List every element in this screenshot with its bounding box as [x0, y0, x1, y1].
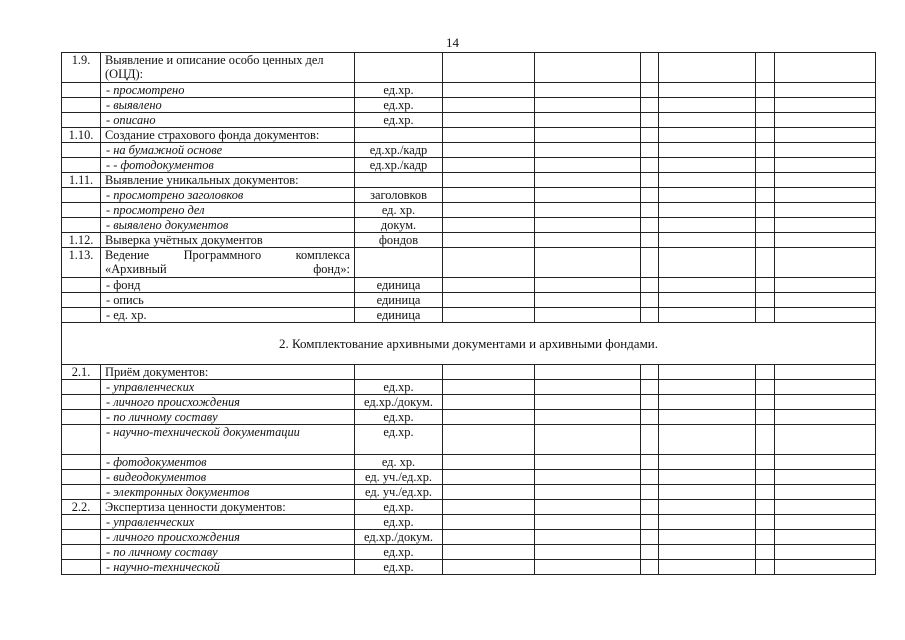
value-cell: [659, 530, 756, 545]
value-cell: [535, 308, 641, 323]
table-row: [62, 203, 876, 218]
row-description: - выявлено: [101, 98, 355, 113]
row-number: [62, 485, 101, 500]
row-number: [62, 143, 101, 158]
value-cell: [659, 470, 756, 485]
value-cell: [775, 218, 876, 233]
value-cell: [659, 365, 756, 380]
value-cell: [535, 455, 641, 470]
value-cell: [659, 455, 756, 470]
value-cell: [535, 560, 641, 575]
value-cell: [443, 380, 535, 395]
row-number: [62, 188, 101, 203]
row-description: - просмотрено дел: [101, 203, 355, 218]
row-number: [62, 545, 101, 560]
value-cell: [535, 248, 641, 278]
value-cell: [641, 248, 659, 278]
value-cell: [659, 308, 756, 323]
row-number: [62, 395, 101, 410]
row-number: 1.12.: [62, 233, 101, 248]
table-row: [62, 128, 876, 143]
value-cell: [535, 173, 641, 188]
value-cell: [756, 470, 775, 485]
value-cell: [756, 293, 775, 308]
value-cell: [535, 515, 641, 530]
row-unit: ед. хр.: [355, 203, 443, 218]
value-cell: [443, 470, 535, 485]
row-unit: ед.хр.: [355, 500, 443, 515]
row-unit: единица: [355, 293, 443, 308]
value-cell: [756, 203, 775, 218]
value-cell: [756, 128, 775, 143]
value-cell: [756, 278, 775, 293]
value-cell: [641, 143, 659, 158]
row-unit: ед.хр.: [355, 410, 443, 425]
row-unit: ед.хр.: [355, 380, 443, 395]
row-unit: ед.хр.: [355, 560, 443, 575]
value-cell: [443, 425, 535, 455]
value-cell: [775, 98, 876, 113]
value-cell: [443, 248, 535, 278]
value-cell: [641, 53, 659, 83]
value-cell: [443, 203, 535, 218]
value-cell: [756, 188, 775, 203]
section-2-header-row: [62, 323, 876, 365]
value-cell: [535, 530, 641, 545]
row-unit: ед.хр./кадр: [355, 143, 443, 158]
row-description: - фотодокументов: [101, 455, 355, 470]
value-cell: [443, 455, 535, 470]
value-cell: [756, 545, 775, 560]
value-cell: [641, 218, 659, 233]
table-body-bottom: [62, 365, 876, 575]
value-cell: [756, 98, 775, 113]
row-number: [62, 98, 101, 113]
value-cell: [535, 278, 641, 293]
value-cell: [775, 308, 876, 323]
value-cell: [775, 293, 876, 308]
value-cell: [641, 158, 659, 173]
value-cell: [659, 173, 756, 188]
value-cell: [756, 248, 775, 278]
value-cell: [756, 218, 775, 233]
value-cell: [659, 83, 756, 98]
value-cell: [775, 515, 876, 530]
value-cell: [659, 485, 756, 500]
value-cell: [659, 560, 756, 575]
value-cell: [443, 188, 535, 203]
row-description: - научно-технической документации: [101, 425, 355, 455]
row-description: - выявлено документов: [101, 218, 355, 233]
row-description: - видеодокументов: [101, 470, 355, 485]
value-cell: [756, 560, 775, 575]
row-unit: ед.хр./докум.: [355, 395, 443, 410]
row-number: [62, 113, 101, 128]
value-cell: [659, 143, 756, 158]
value-cell: [443, 128, 535, 143]
value-cell: [535, 425, 641, 455]
value-cell: [443, 173, 535, 188]
table-row: [62, 425, 876, 455]
value-cell: [535, 365, 641, 380]
value-cell: [535, 485, 641, 500]
value-cell: [535, 143, 641, 158]
table-row: [62, 113, 876, 128]
row-description: - электронных документов: [101, 485, 355, 500]
value-cell: [775, 560, 876, 575]
value-cell: [641, 278, 659, 293]
value-cell: [775, 113, 876, 128]
value-cell: [775, 530, 876, 545]
report-table: [61, 52, 876, 575]
value-cell: [756, 455, 775, 470]
row-description: - по личному составу: [101, 545, 355, 560]
table-row: [62, 485, 876, 500]
table-row: [62, 143, 876, 158]
row-description: - личного происхождения: [101, 395, 355, 410]
row-number: [62, 425, 101, 455]
value-cell: [641, 98, 659, 113]
row-unit: ед.хр.: [355, 113, 443, 128]
table-row: [62, 293, 876, 308]
value-cell: [535, 380, 641, 395]
value-cell: [535, 395, 641, 410]
table-row: [62, 500, 876, 515]
value-cell: [659, 293, 756, 308]
row-description: - управленческих: [101, 380, 355, 395]
value-cell: [443, 233, 535, 248]
row-unit: заголовков: [355, 188, 443, 203]
row-unit: [355, 53, 443, 83]
value-cell: [659, 425, 756, 455]
value-cell: [641, 365, 659, 380]
value-cell: [659, 98, 756, 113]
row-number: 1.10.: [62, 128, 101, 143]
value-cell: [775, 53, 876, 83]
row-unit: ед. уч./ед.хр.: [355, 470, 443, 485]
value-cell: [443, 410, 535, 425]
value-cell: [775, 233, 876, 248]
value-cell: [443, 278, 535, 293]
table-row: [62, 53, 876, 83]
value-cell: [641, 560, 659, 575]
value-cell: [443, 293, 535, 308]
value-cell: [535, 128, 641, 143]
value-cell: [535, 233, 641, 248]
row-number: [62, 278, 101, 293]
value-cell: [775, 455, 876, 470]
row-description: Выверка учётных документов: [101, 233, 355, 248]
value-cell: [535, 203, 641, 218]
row-unit: [355, 365, 443, 380]
row-description: Выявление уникальных документов:: [101, 173, 355, 188]
row-unit: ед.хр.: [355, 98, 443, 113]
row-number: 1.13.: [62, 248, 101, 278]
value-cell: [756, 395, 775, 410]
row-number: 1.11.: [62, 173, 101, 188]
value-cell: [641, 113, 659, 128]
value-cell: [659, 218, 756, 233]
value-cell: [443, 113, 535, 128]
value-cell: [535, 410, 641, 425]
value-cell: [443, 98, 535, 113]
value-cell: [443, 560, 535, 575]
row-unit: ед.хр./кадр: [355, 158, 443, 173]
value-cell: [659, 500, 756, 515]
row-unit: фондов: [355, 233, 443, 248]
value-cell: [775, 188, 876, 203]
value-cell: [775, 83, 876, 98]
table-row: [62, 233, 876, 248]
table-row: [62, 455, 876, 470]
value-cell: [775, 143, 876, 158]
value-cell: [641, 128, 659, 143]
row-number: [62, 293, 101, 308]
value-cell: [756, 380, 775, 395]
row-description: - по личному составу: [101, 410, 355, 425]
value-cell: [641, 410, 659, 425]
value-cell: [641, 425, 659, 455]
value-cell: [775, 365, 876, 380]
row-number: [62, 560, 101, 575]
value-cell: [641, 308, 659, 323]
row-number: [62, 218, 101, 233]
value-cell: [641, 380, 659, 395]
value-cell: [659, 128, 756, 143]
value-cell: [756, 425, 775, 455]
row-unit: ед.хр.: [355, 425, 443, 455]
row-description: - управленческих: [101, 515, 355, 530]
value-cell: [756, 308, 775, 323]
row-description: - просмотрено: [101, 83, 355, 98]
value-cell: [756, 158, 775, 173]
row-number: [62, 515, 101, 530]
value-cell: [659, 410, 756, 425]
value-cell: [535, 158, 641, 173]
value-cell: [659, 113, 756, 128]
value-cell: [535, 113, 641, 128]
row-unit: ед.хр.: [355, 545, 443, 560]
row-unit: единица: [355, 278, 443, 293]
row-description: Экспертиза ценности документов:: [101, 500, 355, 515]
value-cell: [659, 395, 756, 410]
row-number: 1.9.: [62, 53, 101, 83]
table-row: [62, 365, 876, 380]
row-description: Выявление и описание особо ценных дел (ОЦД):: [101, 53, 355, 83]
value-cell: [775, 410, 876, 425]
row-unit: ед.хр.: [355, 515, 443, 530]
value-cell: [443, 500, 535, 515]
value-cell: [756, 233, 775, 248]
table-body-top: [62, 53, 876, 323]
table-row: [62, 98, 876, 113]
value-cell: [659, 278, 756, 293]
value-cell: [535, 188, 641, 203]
value-cell: [775, 425, 876, 455]
row-number: [62, 83, 101, 98]
value-cell: [443, 530, 535, 545]
page-number: 14: [446, 35, 459, 50]
value-cell: [756, 53, 775, 83]
value-cell: [443, 218, 535, 233]
value-cell: [443, 53, 535, 83]
value-cell: [443, 515, 535, 530]
value-cell: [659, 158, 756, 173]
row-description: - описано: [101, 113, 355, 128]
value-cell: [641, 83, 659, 98]
value-cell: [659, 188, 756, 203]
value-cell: [659, 53, 756, 83]
value-cell: [443, 395, 535, 410]
value-cell: [641, 470, 659, 485]
table-row: [62, 308, 876, 323]
table-row: [62, 158, 876, 173]
value-cell: [659, 248, 756, 278]
row-number: 2.1.: [62, 365, 101, 380]
value-cell: [443, 308, 535, 323]
row-description: - - фотодокументов: [101, 158, 355, 173]
table-row: [62, 470, 876, 485]
row-number: [62, 455, 101, 470]
value-cell: [775, 278, 876, 293]
table-row: [62, 515, 876, 530]
value-cell: [659, 203, 756, 218]
value-cell: [659, 380, 756, 395]
value-cell: [443, 365, 535, 380]
table-row: [62, 395, 876, 410]
value-cell: [641, 173, 659, 188]
table-row: [62, 218, 876, 233]
value-cell: [775, 500, 876, 515]
value-cell: [641, 545, 659, 560]
section-2-title: 2. Комплектование архивными документами и архивными фондами.: [62, 323, 876, 365]
row-description: Ведение Программного комплекса «Архивный фонд»:: [101, 248, 355, 278]
value-cell: [535, 83, 641, 98]
value-cell: [641, 455, 659, 470]
value-cell: [535, 470, 641, 485]
row-unit: ед.хр./докум.: [355, 530, 443, 545]
row-unit: ед.хр.: [355, 83, 443, 98]
value-cell: [641, 188, 659, 203]
value-cell: [641, 485, 659, 500]
value-cell: [775, 248, 876, 278]
table-row: [62, 530, 876, 545]
value-cell: [535, 545, 641, 560]
value-cell: [756, 515, 775, 530]
table-row: [62, 380, 876, 395]
row-description: - ед. хр.: [101, 308, 355, 323]
value-cell: [659, 233, 756, 248]
row-unit: единица: [355, 308, 443, 323]
value-cell: [775, 470, 876, 485]
table-row: [62, 248, 876, 278]
value-cell: [775, 395, 876, 410]
row-number: [62, 203, 101, 218]
row-number: 2.2.: [62, 500, 101, 515]
value-cell: [535, 500, 641, 515]
value-cell: [443, 158, 535, 173]
value-cell: [756, 410, 775, 425]
row-number: [62, 380, 101, 395]
row-unit: [355, 128, 443, 143]
row-description: Создание страхового фонда документов:: [101, 128, 355, 143]
section-2-body: [62, 323, 876, 365]
table-row: [62, 173, 876, 188]
value-cell: [641, 293, 659, 308]
value-cell: [756, 113, 775, 128]
value-cell: [756, 365, 775, 380]
row-unit: докум.: [355, 218, 443, 233]
value-cell: [535, 53, 641, 83]
value-cell: [756, 173, 775, 188]
value-cell: [443, 545, 535, 560]
value-cell: [641, 233, 659, 248]
table-row: [62, 188, 876, 203]
row-unit: ед. уч./ед.хр.: [355, 485, 443, 500]
row-description: - опись: [101, 293, 355, 308]
row-unit: [355, 173, 443, 188]
value-cell: [775, 485, 876, 500]
row-number: [62, 470, 101, 485]
value-cell: [775, 380, 876, 395]
table-row: [62, 83, 876, 98]
value-cell: [641, 530, 659, 545]
table-row: [62, 278, 876, 293]
row-number: [62, 410, 101, 425]
value-cell: [756, 83, 775, 98]
value-cell: [443, 83, 535, 98]
row-unit: ед. хр.: [355, 455, 443, 470]
row-description: - просмотрено заголовков: [101, 188, 355, 203]
row-description: - фонд: [101, 278, 355, 293]
row-description: - личного происхождения: [101, 530, 355, 545]
value-cell: [659, 515, 756, 530]
value-cell: [641, 515, 659, 530]
value-cell: [756, 500, 775, 515]
value-cell: [775, 128, 876, 143]
value-cell: [443, 143, 535, 158]
row-unit: [355, 248, 443, 278]
row-number: [62, 158, 101, 173]
row-description: - научно-технической: [101, 560, 355, 575]
value-cell: [775, 545, 876, 560]
row-number: [62, 308, 101, 323]
value-cell: [756, 143, 775, 158]
value-cell: [775, 203, 876, 218]
table-row: [62, 545, 876, 560]
value-cell: [535, 218, 641, 233]
value-cell: [756, 530, 775, 545]
value-cell: [641, 203, 659, 218]
value-cell: [641, 395, 659, 410]
value-cell: [756, 485, 775, 500]
value-cell: [659, 545, 756, 560]
value-cell: [443, 485, 535, 500]
value-cell: [535, 98, 641, 113]
table-row: [62, 410, 876, 425]
value-cell: [775, 158, 876, 173]
row-description: Приём документов:: [101, 365, 355, 380]
table-row: [62, 560, 876, 575]
row-description: - на бумажной основе: [101, 143, 355, 158]
value-cell: [641, 500, 659, 515]
row-number: [62, 530, 101, 545]
value-cell: [775, 173, 876, 188]
value-cell: [535, 293, 641, 308]
